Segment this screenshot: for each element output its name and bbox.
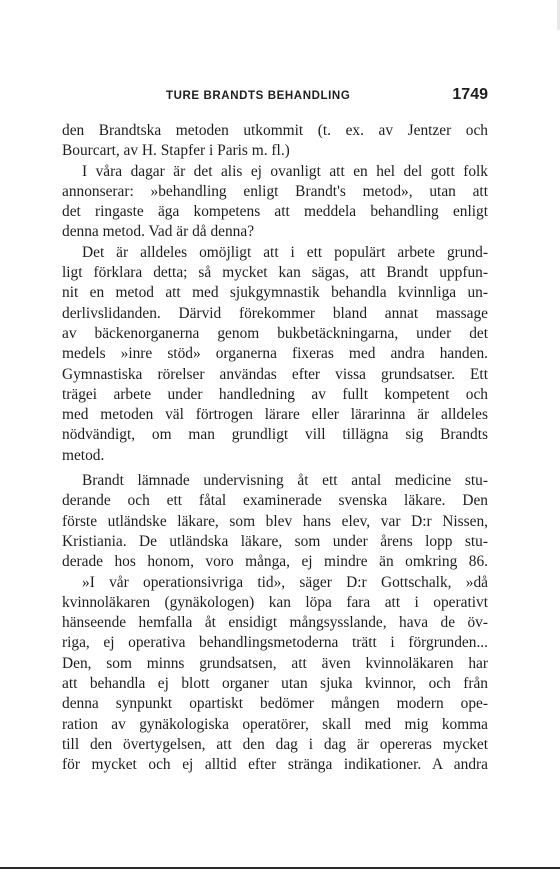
text-line: nödvändigt, om man grundligt vill tillägna sig Brandts: [62, 426, 488, 444]
text-line: Den, som minns grundsatsen, att även kvinnoläkaren har: [62, 654, 488, 672]
text-line: trägei arbete under handledning av fullt kompetent och: [62, 385, 488, 403]
text-line: ligt förklara detta; så mycket kan sägas, att Brandt uppfun-: [62, 264, 488, 282]
text-line: kvinnoläkaren (gynäkologen) kan löpa fara att i operativt: [62, 593, 488, 611]
text-line: med metoden väl förtrogen lärare eller lärarinna är alldeles: [62, 406, 488, 424]
text-line: annonserar: »behandling enligt Brandt's metod», utan att: [62, 182, 488, 200]
text-line: derande och ett fåtal examinerade svenska läkare. Den: [62, 492, 488, 510]
text-line: metod.: [62, 446, 105, 464]
text-line: denna metod. Vad är då denna?: [62, 223, 255, 241]
text-line: Det är alldeles omöjligt att i ett populärt arbete grund-: [82, 243, 488, 261]
text-line: till den övertygelsen, att den dag i dag är opereras mycket: [62, 735, 488, 753]
text-line: ration av gynäkologiska operatörer, skall med mig komma: [62, 715, 488, 733]
page-header: [70, 86, 490, 110]
text-line: att behandla ej blott organer utan sjuka kvinnor, och från: [62, 675, 488, 693]
text-line: Gymnastiska rörelser användas efter vissa grundsatser. Ett: [62, 365, 488, 383]
text-line: medels »inre stöd» organerna fixeras med andra handen.: [62, 345, 488, 363]
text-line: för mycket och ej alltid efter stränga indikationer. A andra: [62, 756, 488, 774]
text-line: derlivslidanden. Därvid förekommer bland annat massage: [62, 304, 488, 322]
page-number: 1749: [452, 86, 488, 103]
body-text: [62, 121, 488, 776]
text-line: förste utländske läkare, som blev hans elev, var D:r Nissen,: [62, 512, 488, 530]
text-line: den Brandtska metoden utkommit (t. ex. av Jentzer och: [62, 122, 488, 139]
text-line: hänseende hemfalla åt ensidigt mångsysslande, hava de öv-: [62, 614, 488, 632]
text-line: riga, ej operativa behandlingsmetoderna trätt i förgrunden...: [62, 634, 488, 652]
running-title: TURE BRANDTS BEHANDLING: [166, 90, 351, 102]
text-line: denna synpunkt opartiskt bedömer mången modern ope-: [62, 695, 488, 713]
text-line: nit en metod att med sjukgymnastik behandla kvinnliga un-: [62, 284, 488, 302]
text-line: av bäckenorganerna genom bukbetäckningarna, under det: [62, 324, 488, 342]
text-line: det ringaste äga kompetens att meddela behandling enligt: [62, 203, 488, 221]
text-line: Brandt lämnade undervisning åt ett antal medicine stu-: [82, 472, 488, 490]
text-line: I våra dagar är det alis ej ovanligt att en hel del gott folk: [82, 162, 488, 180]
text-line: derade hos honom, voro många, ej mindre än omkring 86.: [62, 553, 488, 571]
text-line: Kristiania. De utländska läkare, som under årens lopp stu-: [62, 532, 488, 550]
text-line: Bourcart, av H. Stapfer i Paris m. fl.): [62, 142, 290, 160]
text-line: »I vår operationsivriga tid», säger D:r Gottschalk, »då: [82, 573, 488, 591]
page-bottom-edge: [0, 867, 560, 869]
